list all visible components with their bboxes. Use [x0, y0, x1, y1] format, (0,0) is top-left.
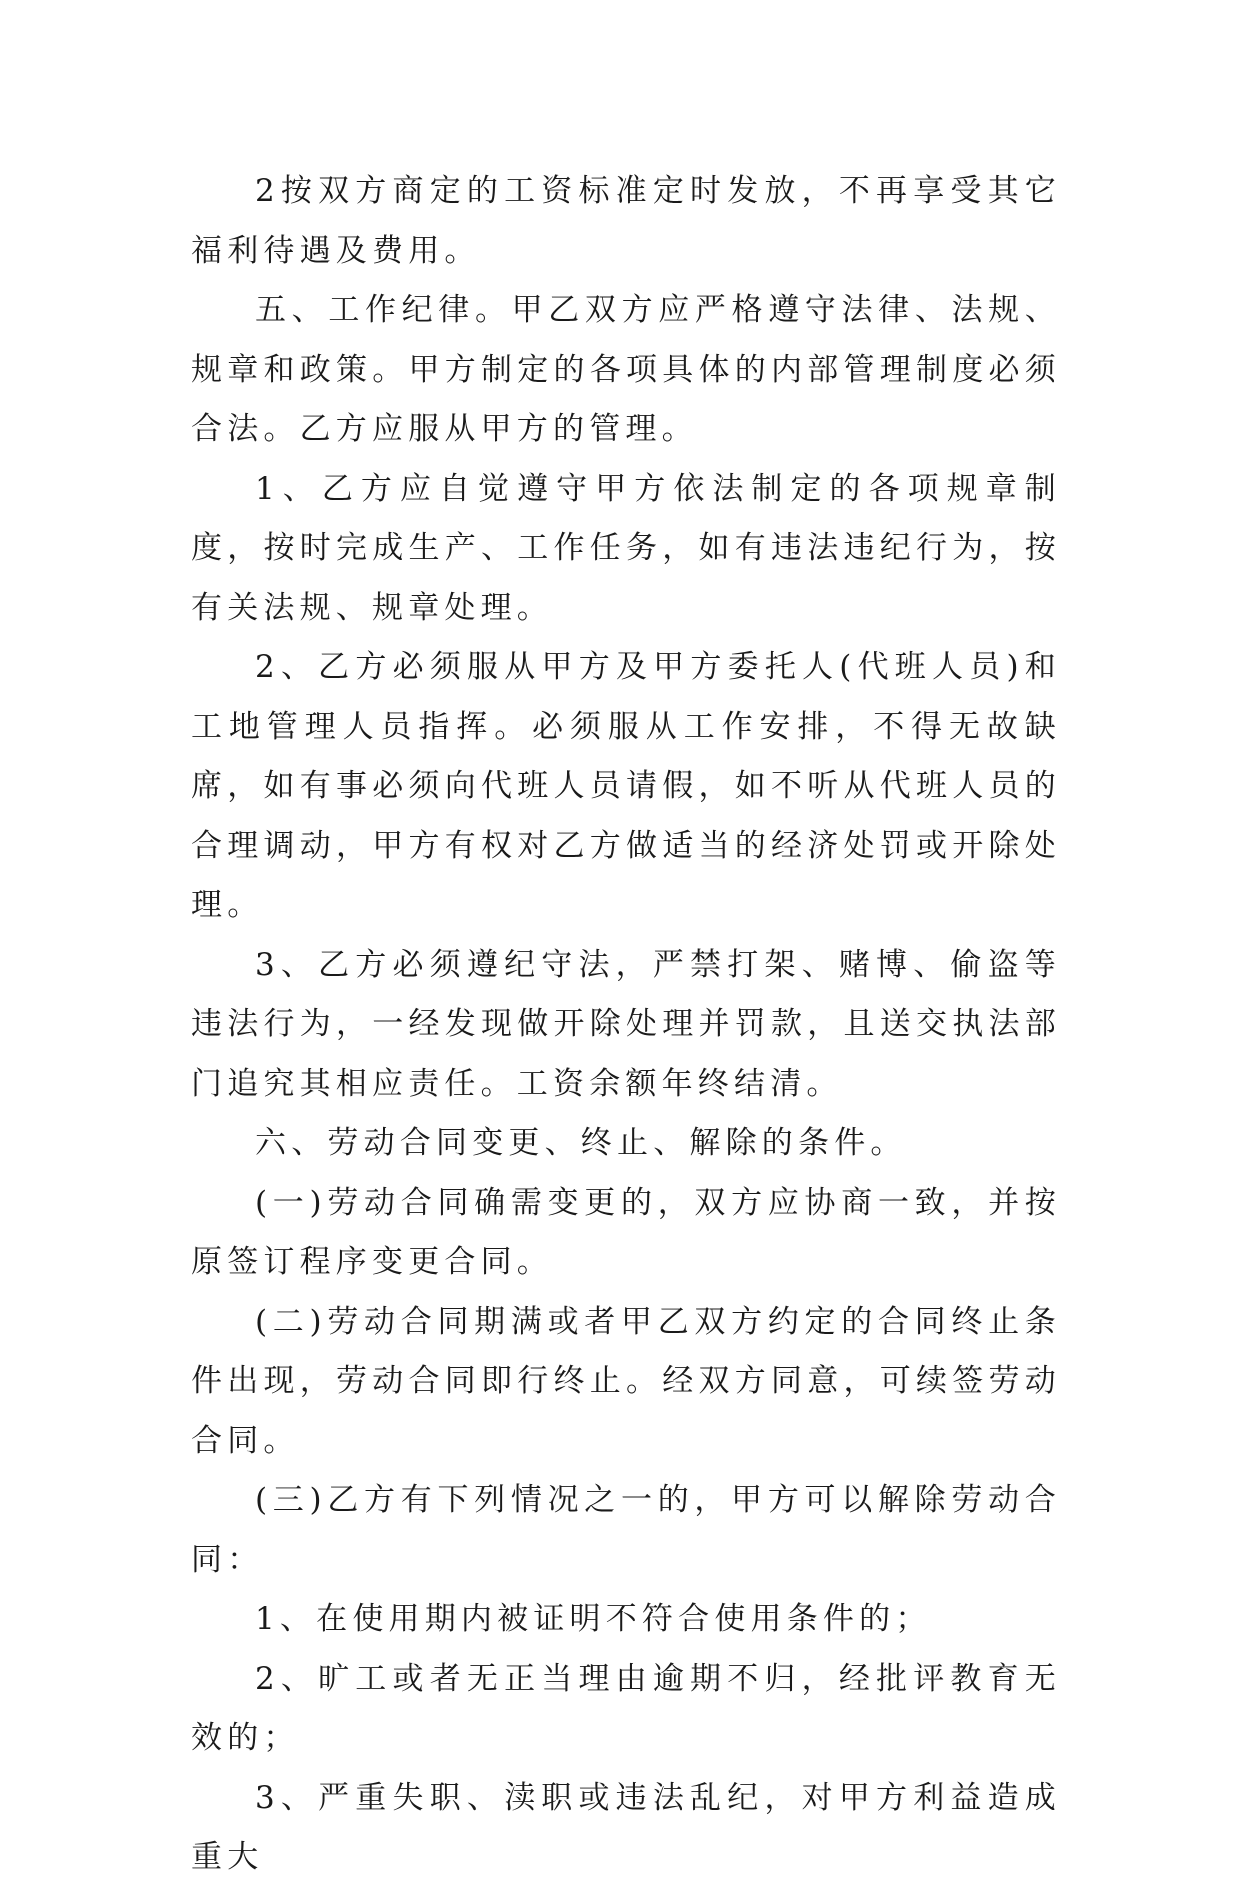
paragraph-rule-1: 1、乙方应自觉遵守甲方依法制定的各项规章制度，按时完成生产、工作任务，如有违法违纪行为，按有关法规、规章处理。: [191, 470, 1061, 626]
document-body: [191, 162, 1061, 1888]
paragraph-contract-change: (一)劳动合同确需变更的，双方应协商一致，并按原签订程序变更合同。: [191, 1184, 1061, 1280]
paragraph-rule-2: 2、乙方必须服从甲方及甲方委托人(代班人员)和工地管理人员指挥。必须服从工作安排，不得无故缺席，如有事必须向代班人员请假，如不听从代班人员的合理调动，甲方有权对乙方做适当的经济处罚或开除处理。: [191, 649, 1061, 923]
paragraph-work-discipline: 五、工作纪律。甲乙双方应严格遵守法律、法规、规章和政策。甲方制定的各项具体的内部管理制度必须合法。乙方应服从甲方的管理。: [191, 292, 1061, 447]
paragraph-wage-payment: 2按双方商定的工资标准定时发放，不再享受其它福利待遇及费用。: [191, 173, 1061, 269]
paragraph-contract-termination: (二)劳动合同期满或者甲乙双方约定的合同终止条件出现，劳动合同即行终止。经双方同意，可续签劳动合同。: [191, 1303, 1061, 1459]
paragraph-dissolution-item-3: 3、严重失职、渎职或违法乱纪，对甲方利益造成重大: [191, 1779, 1061, 1875]
paragraph-rule-3: 3、乙方必须遵纪守法，严禁打架、赌博、偷盗等违法行为，一经发现做开除处理并罚款，且送交执法部门追究其相应责任。工资余额年终结清。: [191, 946, 1061, 1102]
paragraph-contract-dissolution: (三)乙方有下列情况之一的，甲方可以解除劳动合同：: [191, 1482, 1061, 1578]
paragraph-contract-conditions-heading: 六、劳动合同变更、终止、解除的条件。: [255, 1125, 907, 1161]
paragraph-dissolution-item-1: 1、在使用期内被证明不符合使用条件的；: [255, 1601, 932, 1637]
paragraph-dissolution-item-2: 2、旷工或者无正当理由逾期不归，经批评教育无效的；: [191, 1660, 1061, 1756]
